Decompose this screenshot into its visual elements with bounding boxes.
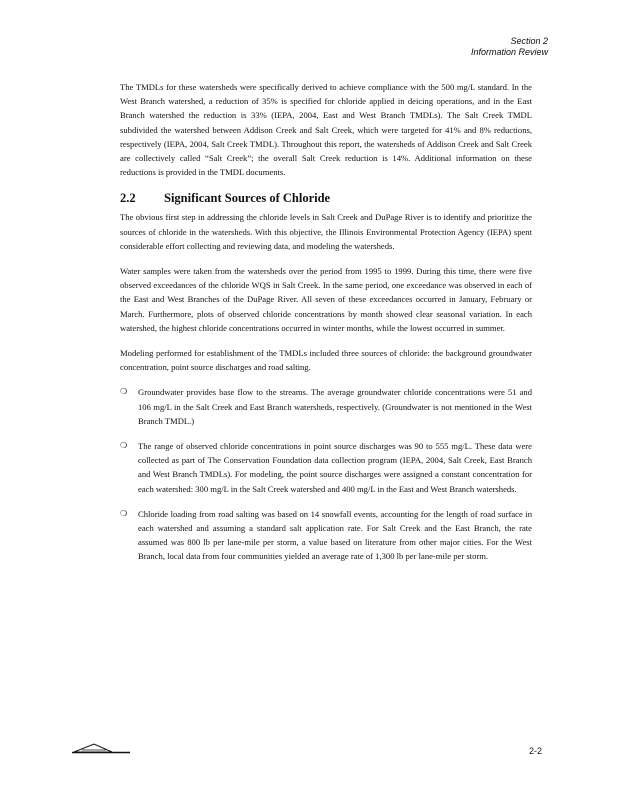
page-header xyxy=(471,36,548,58)
body-paragraph: The obvious first step in addressing the chloride levels in Salt Creek and DuPage River is to identify and prioritize the sources of chloride in the watersheds. With this objective, the Illinois Environmental Protection Agency (IEPA) spent considerable effort collecting and reviewing data, and modeling the watersheds. xyxy=(120,212,532,251)
bullet-icon: ❍ xyxy=(120,387,128,397)
section-label: Section 2 xyxy=(510,36,548,46)
header-subtitle: Information Review xyxy=(470,47,548,57)
list-item-text: Groundwater provides base flow to the streams. The average groundwater chloride concentrations were 51 and 106 mg/L in the Salt Creek and East Branch watersheds, respectively. (Groundwater is not mentioned in the West Branch TMDL.) xyxy=(138,387,532,426)
sources-list xyxy=(120,385,532,563)
page-number: 2-2 xyxy=(528,746,542,756)
company-logo xyxy=(72,740,132,754)
body-paragraph: Modeling performed for establishment of the TMDLs included three sources of chloride: the background groundwater concentration, point source discharges and road salting. xyxy=(120,348,532,373)
body-paragraph: Water samples were taken from the watersheds over the period from 1995 to 1999. During this time, there were five observed exceedances of the chloride WQS in Salt Creek. In the same period, one exceedance was observed in each of the East and West Branches of the DuPage River. All seven of these exceedances occurred in January, February or March. Furthermore, plots of observed chloride concentrations by month showed clear seasonal variation. In each watershed, the highest chloride concentrations occurred in winter months, while the lowest occurred in summer. xyxy=(120,266,532,333)
page-body xyxy=(120,80,532,575)
section-title: Significant Sources of Chloride xyxy=(164,191,331,206)
bullet-icon: ❍ xyxy=(120,441,128,451)
list-item xyxy=(120,385,532,428)
list-item-text: Chloride loading from road salting was based on 14 snowfall events, accounting for the length of road surface in each watershed and assuming a standard salt application rate. For Salt Creek and the East Branch, the rate assumed was 800 lb per lane-mile per storm, a value based on literature from other major cities. For the West Branch, local data from four communities yielded an average rate of 1,300 lb per lane-mile per storm. xyxy=(138,508,532,562)
section-number: 2.2 xyxy=(120,191,136,206)
section-heading xyxy=(120,190,532,206)
list-item xyxy=(120,507,532,564)
list-item-text: The range of observed chloride concentrations in point source discharges was 90 to 555 mg/L. These data were collected as part of The Conservation Foundation data collection program (IEPA, 2004, Salt Creek, East Branch and West Branch TMDLs). For modeling, the point source discharges were assigned a constant concentration for each watershed: 300 mg/L in the Salt Creek watershed and 400 mg/L in the East and West Branch watersheds. xyxy=(138,441,532,494)
bullet-icon: ❍ xyxy=(120,508,128,518)
list-item xyxy=(120,439,532,496)
intro-paragraph: The TMDLs for these watersheds were specifically derived to achieve compliance with the 500 mg/L standard. In the West Branch watershed, a reduction of 35% is specified for chloride applied in deicing operations, and in the East Branch watershed the reduction is 33% (IEPA, 2004, East and West Branch TMDLs). The Salt Creek TMDL subdivided the watershed between Addison Creek and Salt Creek, which were targeted for 41% and 8% reductions, respectively (IEPA, 2004, Salt Creek TMDL). Throughout this report, the watersheds of Addison Creek and Salt Creek are collectively called “Salt Creek”; the overall Salt Creek reduction is 14%. Additional information on these reductions is provided in the TMDL documents. xyxy=(120,82,532,178)
